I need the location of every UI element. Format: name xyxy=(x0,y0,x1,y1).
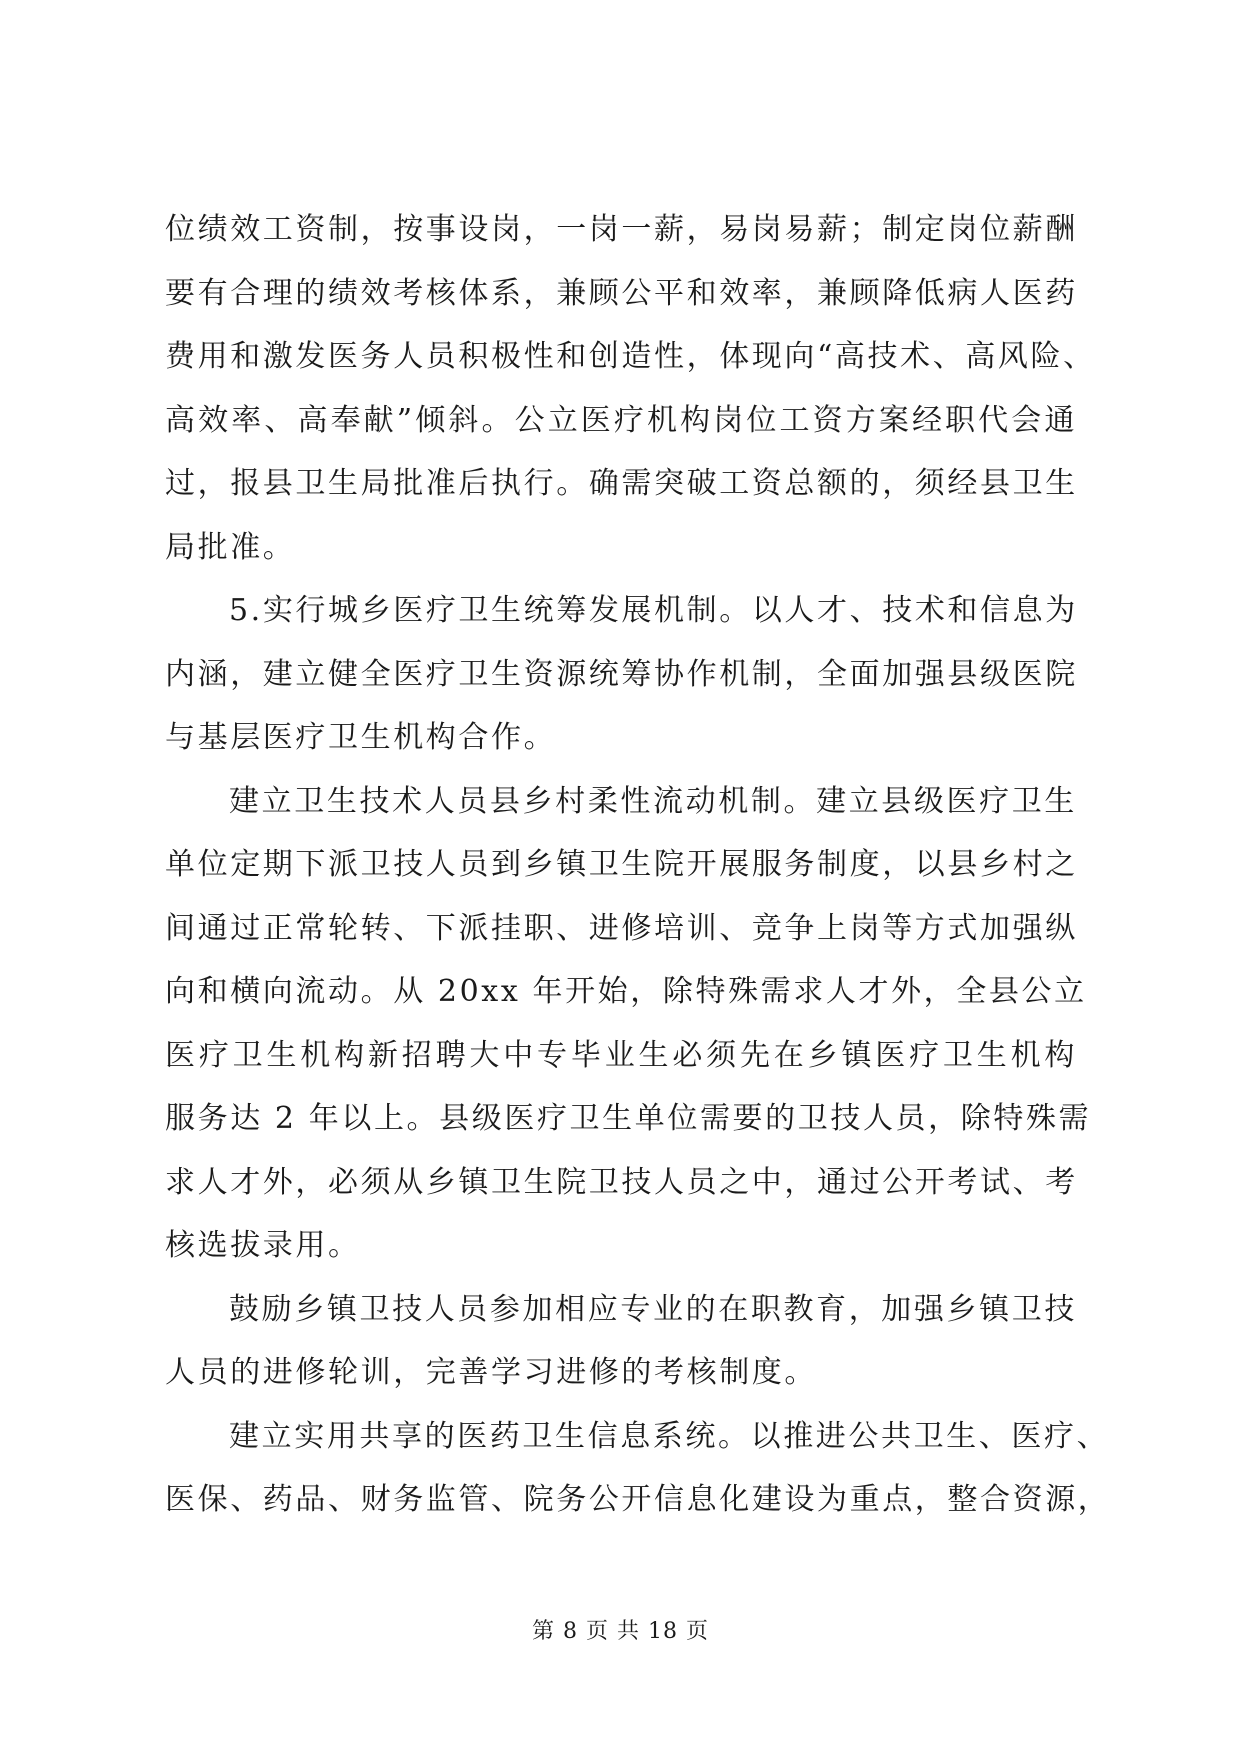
paragraph-4 xyxy=(165,1278,1077,1405)
paragraph-3 xyxy=(165,770,1092,1278)
paragraph-5 xyxy=(165,1405,1111,1532)
text-line: 服务达 2 年以上。县级医疗卫生单位需要的卫技人员，除特殊需 xyxy=(165,1101,1092,1136)
paragraph-2 xyxy=(165,579,1077,770)
text-line: 高效率、高奉献”倾斜。公立医疗机构岗位工资方案经职代会通 xyxy=(165,402,1077,438)
text-line: 费用和激发医务人员积极性和创造性，体现向“高技术、高风险、 xyxy=(165,339,1096,374)
document-body xyxy=(165,198,1111,1532)
text-line: 内涵，建立健全医疗卫生资源统筹协作机制，全面加强县级医院 xyxy=(165,656,1078,692)
paragraph-1 xyxy=(165,198,1096,579)
text-line: 医保、药品、财务监管、院务公开信息化建设为重点，整合资源， xyxy=(165,1482,1111,1517)
page-number-footer: 第 8 页 共 18 页 xyxy=(532,1619,709,1644)
text-line: 核选拔录用。 xyxy=(165,1228,361,1263)
text-line: 位绩效工资制，按事设岗，一岗一薪，易岗易薪；制定岗位薪酬 xyxy=(165,212,1078,247)
text-line: 单位定期下派卫技人员到乡镇卫生院开展服务制度，以县乡村之 xyxy=(165,847,1078,882)
text-line: 过，报县卫生局批准后执行。确需突破工资总额的，须经县卫生 xyxy=(165,466,1078,501)
text-line: 鼓励乡镇卫技人员参加相应专业的在职教育，加强乡镇卫技 xyxy=(229,1291,1077,1327)
text-line: 医疗卫生机构新招聘大中专毕业生必须先在乡镇医疗卫生机构 xyxy=(165,1037,1077,1073)
text-line: 5.实行城乡医疗卫生统筹发展机制。以人才、技术和信息为 xyxy=(229,593,1078,628)
text-line: 建立卫生技术人员县乡村柔性流动机制。建立县级医疗卫生 xyxy=(229,783,1077,819)
text-line: 向和横向流动。从 20xx 年开始，除特殊需求人才外，全县公立 xyxy=(165,974,1087,1009)
text-line: 局批准。 xyxy=(165,529,296,565)
text-line: 间通过正常轮转、下派挂职、进修培训、竞争上岗等方式加强纵 xyxy=(165,910,1078,946)
text-line: 要有合理的绩效考核体系，兼顾公平和效率，兼顾降低病人医药 xyxy=(165,275,1078,311)
text-line: 建立实用共享的医药卫生信息系统。以推进公共卫生、医疗、 xyxy=(229,1418,1110,1454)
text-line: 求人才外，必须从乡镇卫生院卫技人员之中，通过公开考试、考 xyxy=(165,1164,1078,1200)
text-line: 人员的进修轮训，完善学习进修的考核制度。 xyxy=(165,1355,817,1390)
text-line: 与基层医疗卫生机构合作。 xyxy=(165,720,557,755)
